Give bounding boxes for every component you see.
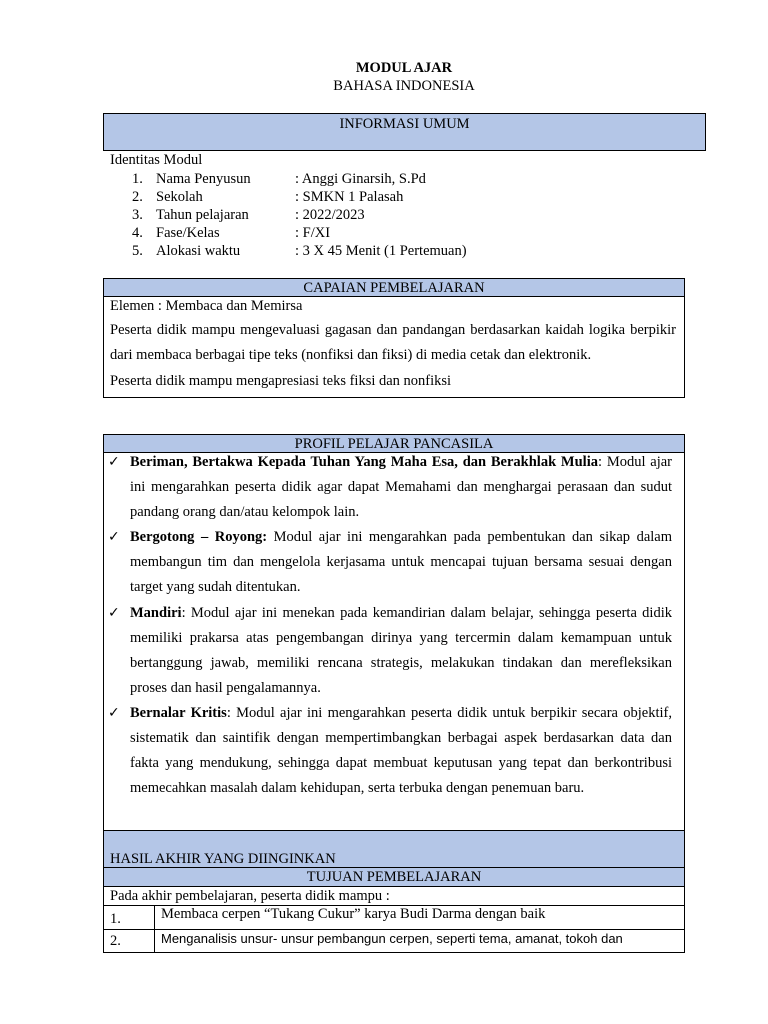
profil-item-title: Bergotong – Royong: [130,529,268,546]
identitas-item [132,224,331,242]
document-title: MODUL AJAR [355,60,453,76]
tujuan-row-text: Membaca cerpen “Tukang Cukur” karya Budi Darma dengan baik [161,906,546,922]
identitas-item-number: 5. [132,243,143,259]
tujuan-row-text: Menganalisis unsur- unsur pembangun cerpen, seperti tema, amanat, tokoh dan [161,931,623,946]
identitas-item-value: : Anggi Ginarsih, S.Pd [295,171,426,187]
tujuan-heading-text: TUJUAN PEMBELAJARAN [306,869,482,885]
identitas-item-label: Tahun pelajaran [156,207,249,223]
identitas-item [132,242,467,260]
capaian-elemen: Elemen : Membaca dan Memirsa [110,298,303,314]
tujuan-row-number: 1. [110,911,121,927]
identitas-item-value: : 3 X 45 Menit (1 Pertemuan) [295,243,467,259]
identitas-item-label: Nama Penyusun [156,171,251,187]
identitas-item-number: 3. [132,207,143,223]
identitas-item [132,188,404,206]
hasil-akhir-heading-text: HASIL AKHIR YANG DIINGINKAN [110,851,336,867]
tujuan-row-text-cell [154,929,685,953]
profil-item-title: Mandiri [130,604,182,621]
profil-item [108,701,672,801]
identitas-item-number: 2. [132,189,143,205]
profil-item [108,525,672,600]
profil-item-text: : Modul ajar ini mengarahkan peserta didik agar dapat Memahami dan menghargai perasaan dan sudut pandang orang dan/atau kelompok lain. [130,454,673,521]
tujuan-heading [103,867,685,887]
profil-heading-text: PROFIL PELAJAR PANCASILA [294,436,494,452]
document-subtitle: BAHASA INDONESIA [333,78,475,94]
identitas-item-value: : 2022/2023 [295,207,365,223]
tujuan-row-number: 2. [110,933,121,949]
identitas-item-label: Alokasi waktu [156,243,241,259]
profil-item-title: Bernalar Kritis [130,704,227,721]
identitas-item-label: Sekolah [156,189,203,205]
checkmark-icon: ✓ [108,454,120,470]
checkmark-icon: ✓ [108,529,120,546]
identitas-modul-label: Identitas Modul [110,152,203,168]
capaian-paragraph-2: Peserta didik mampu mengapresiasi teks fiksi dan nonfiksi [110,373,452,389]
capaian-heading [103,278,685,297]
capaian-paragraph: Peserta didik mampu mengevaluasi gagasan dan pandangan berdasarkan kaidah logika berpikir dari membaca berbagai tipe teks (nonfiksi dan fiksi) di media cetak dan elektronik. [110,322,676,363]
capaian-heading-text: CAPAIAN PEMBELAJARAN [303,280,485,296]
tujuan-row-text-cell [154,905,685,930]
profil-item [108,601,672,701]
profil-item-text: Modul ajar ini mengarahkan pada pembentukan dan sikap dalam membangun tim dan mengelola kerjasama untuk mencapai tujuan bersama sesuai dengan target yang sudah ditentukan. [130,529,672,596]
informasi-umum-heading [103,113,706,151]
checkmark-icon: ✓ [108,604,120,621]
profil-item [108,450,672,525]
hasil-akhir-heading [103,830,685,868]
profil-item-title: Beriman, Bertakwa Kepada Tuhan Yang Maha Esa, dan Berakhlak Mulia [130,454,598,470]
profil-item-text: : Modul ajar ini mengarahkan peserta didik untuk berpikir secara objektif, sistematik dan saintifik dengan mempertimbangkan berbagai aspek berdasarkan data dan fakta yang mendukung, sehingga dapat membuat keputusan yang tepat dan berkontribusi memecahkan masalah dalam kehidupan, serta terbuka dengan penemuan baru. [130,704,672,797]
identitas-item-number: 1. [132,171,143,187]
tujuan-intro: Pada akhir pembelajaran, peserta didik mampu : [110,888,390,904]
checkmark-icon: ✓ [108,704,120,721]
profil-list [108,450,672,801]
tujuan-row-number-cell [103,929,155,953]
identitas-item-value: : SMKN 1 Palasah [295,189,404,205]
tujuan-row-number-cell [103,905,155,930]
identitas-item-label: Fase/Kelas [156,225,220,241]
identitas-item [132,170,426,188]
informasi-umum-heading-text: INFORMASI UMUM [339,116,470,132]
identitas-item-number: 4. [132,225,143,241]
identitas-item [132,206,365,224]
identitas-item-value: : F/XI [295,225,331,241]
tujuan-intro-cell [103,886,685,906]
profil-item-text: : Modul ajar ini menekan pada kemandirian dalam belajar, sehingga peserta didik memiliki prakarsa atas pengembangan dirinya yang tercermin dalam kemampuan untuk bertanggung jawab, memiliki rencana strategis, melakukan tindakan dan merefleksikan proses dan hasil pengalamannya. [130,604,672,696]
